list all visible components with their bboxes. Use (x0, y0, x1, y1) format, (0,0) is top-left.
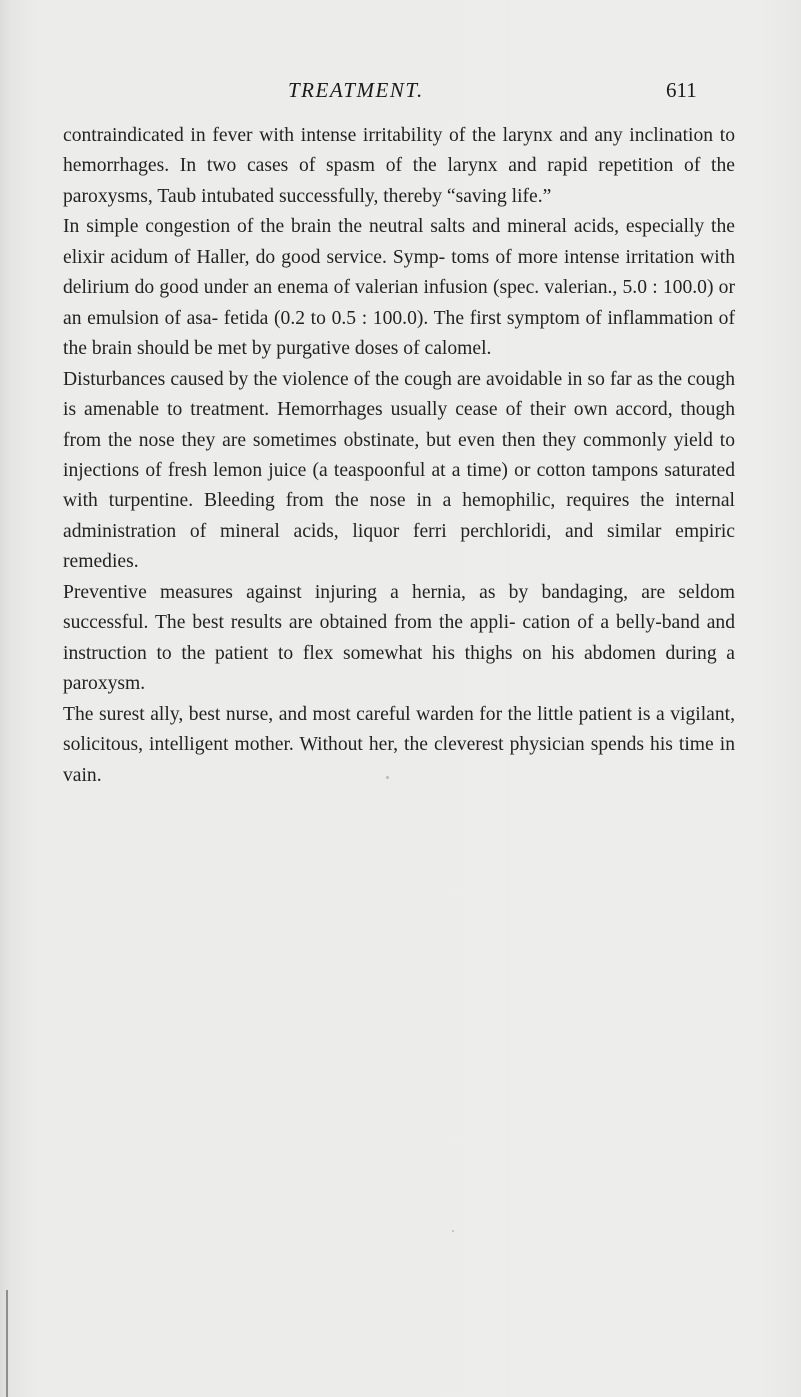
paragraph-1: contraindicated in fever with intense irritability of the larynx and any inclination to hemorrhages. In two cases of spasm of the larynx and rapid repetition of the paroxysms, Taub intubated successfully, thereby “saving life.” (63, 125, 735, 207)
paragraph-2: In simple congestion of the brain the neutral salts and mineral acids, especially the elixir acidum of Haller, do good service. Symp- toms of more intense irritation with delirium do good under an enema of valerian infusion (spec. valerian., 5.0 : 100.0) or an emulsion of asa- fetida (0.2 to 0.5 : 100.0). The first symptom of inflammation of the brain should be met by purgative doses of calomel. (63, 216, 735, 360)
running-head (0, 78, 801, 108)
paper-speck (386, 776, 389, 779)
page-edge-shadow (6, 1290, 8, 1397)
paragraph-5: The surest ally, best nurse, and most careful warden for the little patient is a vigilant, solicitous, intelligent mother. Without her, the cleverest physician spends his time in vain. (63, 703, 735, 786)
paper-speck (452, 1230, 454, 1232)
page-number: 611 (666, 78, 697, 102)
paragraph-4: Preventive measures against injuring a hernia, as by bandaging, are seldom successful. The best results are obtained from the appli- cation of a belly-band and instruction to the patient to flex somewhat his thighs on his abdomen during a paroxysm. (63, 581, 735, 695)
running-head-title: TREATMENT. (288, 78, 424, 102)
paragraph-3: Disturbances caused by the violence of the cough are avoidable in so far as the cough is amenable to treatment. Hemorrhages usually cease of their own accord, though from the nose they are sometimes obstinate, but even then they commonly yield to injections of fresh lemon juice (a teaspoonful at a time) or cotton tampons saturated with turpentine. Bleeding from the nose in a hemophilic, requires the internal administration of mineral acids, liquor ferri perchloridi, and similar empiric remedies. (63, 368, 735, 573)
body-text (63, 121, 735, 791)
